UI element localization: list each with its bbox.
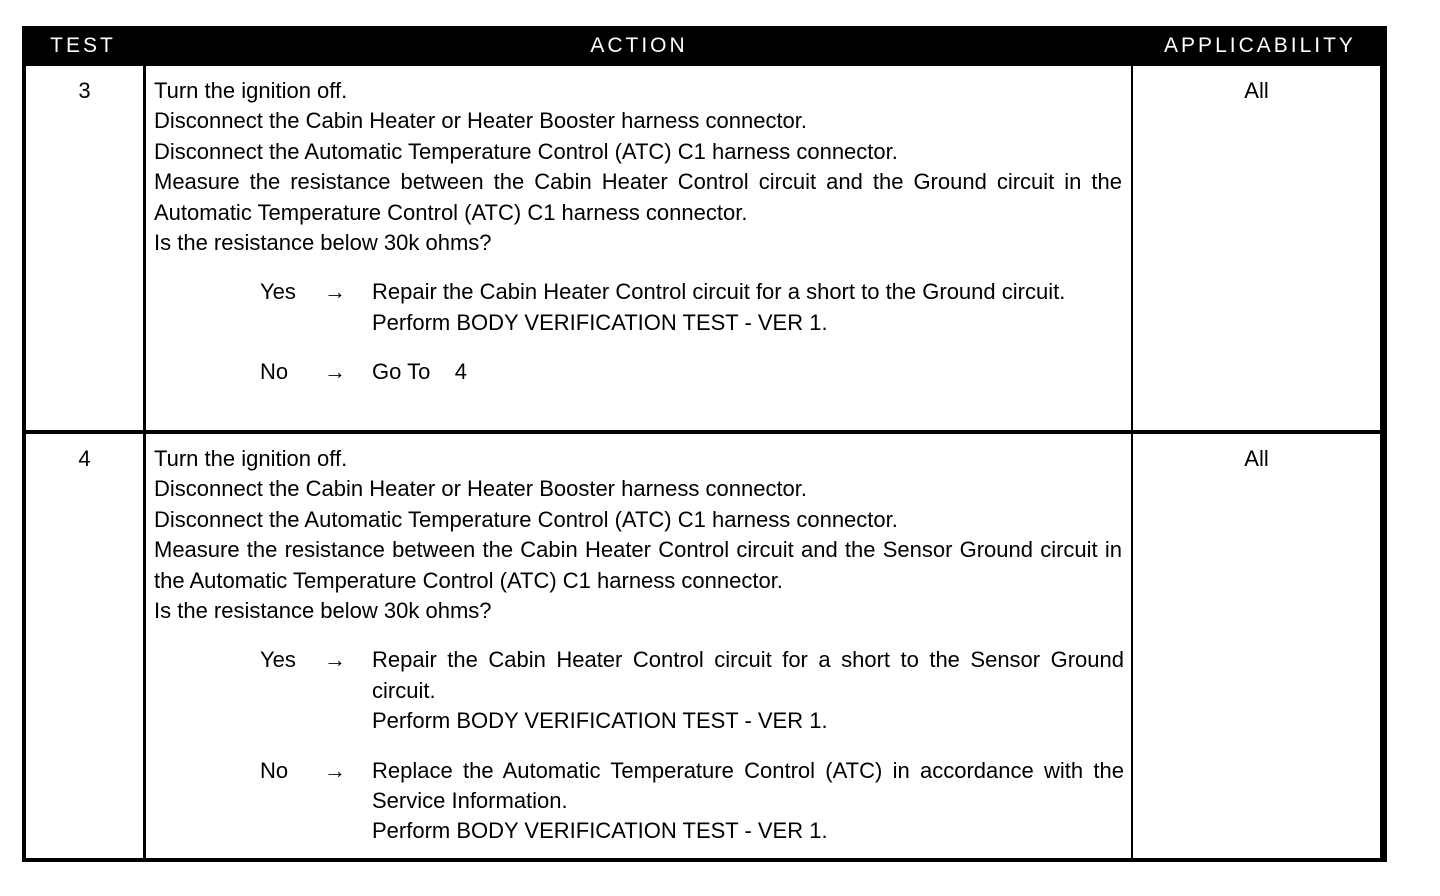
result-line: Repair the Cabin Heater Control circuit for a short to the Ground circuit.	[372, 279, 1066, 305]
step-line: Is the resistance below 30k ohms?	[154, 230, 492, 256]
step-line: Measure the resistance between the Cabin Heater Control circuit and the Sensor Ground circuit in the Automatic Temperature Control (ATC) C1 harness connector.	[154, 537, 1122, 593]
procedure-steps	[154, 76, 1122, 258]
result-line: Perform BODY VERIFICATION TEST - VER 1.	[372, 708, 828, 734]
step-line: Disconnect the Automatic Temperature Control (ATC) C1 harness connector.	[154, 138, 898, 164]
yes-result	[154, 645, 1131, 736]
result-line: Perform BODY VERIFICATION TEST - VER 1.	[372, 818, 828, 844]
right-arrow-icon: →	[324, 757, 346, 783]
step-line: Disconnect the Automatic Temperature Control (ATC) C1 harness connector.	[154, 506, 898, 532]
no-text	[372, 756, 1124, 847]
row-action	[146, 434, 1131, 858]
row-test-number: 3	[26, 66, 143, 430]
no-text	[372, 357, 1124, 387]
step-line: Disconnect the Cabin Heater or Heater Booster harness connector.	[154, 476, 808, 502]
header-action: ACTION	[590, 34, 688, 57]
row-applicability: All	[1133, 434, 1380, 858]
result-line: Go To 4	[372, 359, 467, 385]
diagnostic-table	[22, 26, 1387, 862]
row-action	[146, 66, 1131, 430]
right-arrow-icon: →	[324, 359, 346, 385]
no-label: No	[260, 359, 289, 385]
result-line: Perform BODY VERIFICATION TEST - VER 1.	[372, 309, 828, 335]
step-line: Turn the ignition off.	[154, 78, 348, 103]
yes-label: Yes	[260, 279, 296, 305]
no-result	[154, 357, 1131, 387]
yes-label: Yes	[260, 647, 296, 673]
procedure-steps	[154, 444, 1122, 626]
yes-result	[154, 277, 1131, 338]
right-arrow-icon: →	[324, 647, 346, 673]
result-line: Repair the Cabin Heater Control circuit for a short to the Sensor Ground circuit.	[372, 647, 1124, 703]
header-test: TEST	[50, 34, 116, 57]
step-line: Disconnect the Cabin Heater or Heater Booster harness connector.	[154, 108, 808, 134]
table-header	[22, 26, 1387, 66]
row-test-number: 4	[26, 434, 143, 858]
no-result	[154, 756, 1131, 847]
right-arrow-icon: →	[324, 279, 346, 305]
yes-text	[372, 277, 1124, 338]
header-applicability: APPLICABILITY	[1164, 34, 1356, 57]
yes-text	[372, 645, 1124, 736]
step-line: Measure the resistance between the Cabin Heater Control circuit and the Ground circuit in the Automatic Temperature Control (ATC) C1 harness connector.	[154, 169, 1122, 225]
no-label: No	[260, 757, 289, 783]
result-line: Replace the Automatic Temperature Control (ATC) in accordance with the Service Information.	[372, 757, 1124, 814]
step-line: Is the resistance below 30k ohms?	[154, 598, 492, 624]
step-line: Turn the ignition off.	[154, 446, 348, 471]
row-applicability: All	[1133, 66, 1380, 430]
